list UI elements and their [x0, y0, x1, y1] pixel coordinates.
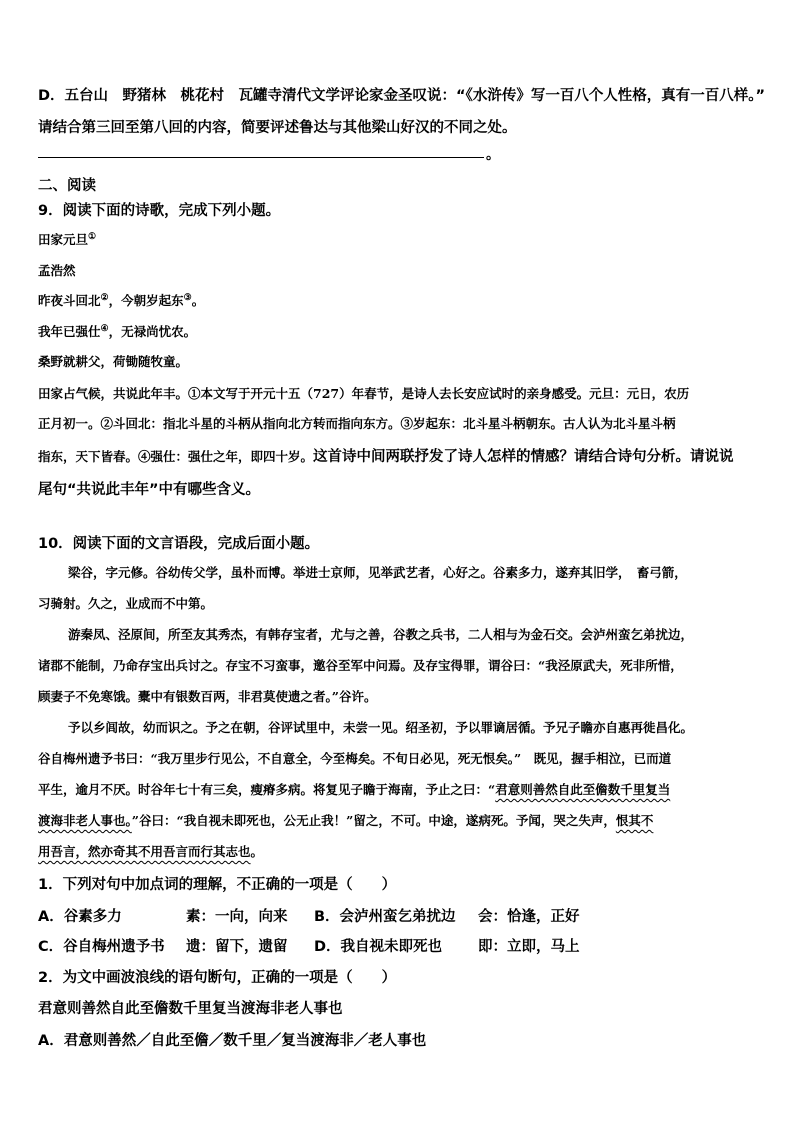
- poem-notes-3a: 指东，天下皆春。④强仕：强仕之年，即四十岁。: [38, 449, 314, 464]
- passage-p3-3: [38, 780, 756, 798]
- sub1-option-b[interactable]: B．会泸州蛮乞弟扰边: [314, 909, 456, 925]
- passage-p2-3: 顾妻子不免寒饿。橐中有银数百两，非君莫使遗之者。”谷许。: [38, 689, 377, 704]
- wavy-sentence-b-part-1: 恨其不: [615, 813, 654, 828]
- passage-p1-2: 习骑射。久之，业成而不中第。: [38, 596, 214, 611]
- passage-p3-1: 予以乡闾故，幼而识之。予之在朝，谷评试里中，未尝一见。绍圣初，予以罪谪居循。予兄子瞻亦自惠再徙昌化。: [68, 720, 694, 735]
- passage-p3-5: [38, 842, 756, 860]
- poem-title: [38, 230, 756, 248]
- passage-p3-3-text: 平生，逾月不厌。时谷年七十有三矣，瘦瘠多病。将复见子瞻于海南，予止之曰：“: [38, 782, 496, 797]
- sub2-sentence: 君意则善然自此至儋数千里复当渡海非老人事也: [38, 1001, 343, 1017]
- q9-title: 9．阅读下面的诗歌，完成下列小题。: [38, 203, 281, 219]
- q9-question: 这首诗中间两联抒发了诗人怎样的情感？请结合诗句分析。请说说: [313, 449, 734, 465]
- sub1-option-c-expl: 遗：留下，遗留: [186, 939, 288, 955]
- passage-p3-4: [38, 811, 756, 829]
- poem-note-2: ②: [100, 292, 109, 303]
- sub1-option-a[interactable]: A．谷素多力: [38, 909, 122, 925]
- poem-line-1: [38, 291, 756, 309]
- sub1-option-d-expl: 即：立即，马上: [478, 939, 580, 955]
- q9-question-tail: 尾句“共说此丰年”中有哪些含义。: [38, 482, 261, 498]
- passage-p2-1: 游秦凤、泾原间，所至友其秀杰，有韩存宝者，尤与之善，谷教之兵书，二人相与为金石交。会泸州蛮乞弟扰边，: [68, 627, 694, 642]
- q10-title: 10．阅读下面的文言语段，完成后面小题。: [38, 536, 320, 552]
- poem-line-2-b: ，无禄尚忧农。: [108, 324, 197, 339]
- wavy-sentence-b-part-2: 用吾言，然亦奇其不用吾言而行其志也: [38, 844, 251, 859]
- poem-note-3: ③: [183, 292, 192, 303]
- poem-line-2-a: 我年已强仕: [38, 324, 101, 339]
- poem-notes-3: [38, 445, 756, 466]
- sub2-option-a[interactable]: A．君意则善然／自此至儋／数千里／复当渡海非／老人事也: [38, 1033, 427, 1049]
- sub1-option-c[interactable]: C．谷自梅州遗予书: [38, 939, 165, 955]
- wavy-sentence-part-2: 渡海非老人事也。: [38, 813, 132, 828]
- poem-title-text: 田家元旦: [38, 232, 89, 247]
- poem-line-3: 桑野就耕父，荷锄随牧童。: [38, 354, 189, 369]
- poem-notes-2: 正月初一。②斗回北：指北斗星的斗柄从指向北方转而指向东方。③岁起东：北斗星斗柄朝东。古人认为北斗星斗柄: [38, 416, 676, 431]
- poem-notes-1: 田家占气候，共说此年丰。①本文写于开元十五（727）年春节，是诗人去长安应试时的亲身感受。元旦：元日，农历: [38, 386, 690, 401]
- poem-line-1-b: ，今朝岁起东: [108, 293, 184, 308]
- poem-line-1-c: 。: [191, 293, 205, 308]
- wavy-sentence-part-1: 君意则善然自此至儋数千里复当: [495, 782, 671, 797]
- answer-blank-period: 。: [486, 147, 500, 163]
- poem-title-note: ①: [88, 231, 97, 242]
- sub1-option-b-expl: 会：恰逢，正好: [478, 909, 580, 925]
- section-title: 二、阅读: [38, 178, 96, 194]
- poem-line-2: [38, 322, 756, 340]
- answer-blank-line[interactable]: [38, 157, 484, 158]
- passage-p3-4-text: ”谷曰：“我自视未即死也，公无止我！”留之，不可。中途，遂病死。予闻，哭之失声，: [131, 813, 616, 828]
- passage-p3-2: 谷自梅州遗予书曰：“我万里步行见公，不自意全，今至梅矣。不旬日必见，死无恨矣。” 既见，握手相泣，已而道: [38, 751, 672, 766]
- poem-line-1-a: 昨夜斗回北: [38, 293, 101, 308]
- sub1-option-d[interactable]: D．我自视未即死也: [314, 939, 443, 955]
- sub2-title: 2．为文中画波浪线的语句断句，正确的一项是（ ）: [38, 970, 397, 986]
- passage-p2-2: 诸郡不能制，乃命存宝出兵讨之。存宝不习蛮事，邀谷至军中问焉。及存宝得罪，谓谷曰：“我泾原武夫，死非所惜，: [38, 658, 683, 673]
- sub1-option-a-expl: 素：一向，向来: [186, 909, 288, 925]
- poem-author: 孟浩然: [38, 263, 76, 278]
- poem-note-4: ④: [100, 323, 109, 334]
- passage-p3-5-end: 。: [250, 844, 264, 859]
- q8-option-d: D．五台山 野猪林 桃花村 瓦罐寺清代文学评论家金圣叹说：“《水浒传》写一百八个人性格，真有一百八样。”: [38, 88, 766, 104]
- sub1-title: 1．下列对句中加点词的理解，不正确的一项是（ ）: [38, 877, 397, 893]
- q8-prompt: 请结合第三回至第八回的内容，简要评述鲁达与其他梁山好汉的不同之处。: [38, 120, 517, 136]
- passage-p1-1: 梁谷，字元修。谷幼传父学，虽朴而博。举进士京师，见举武艺者，心好之。谷素多力，遂弃其旧学， 畜弓箭，: [68, 565, 687, 580]
